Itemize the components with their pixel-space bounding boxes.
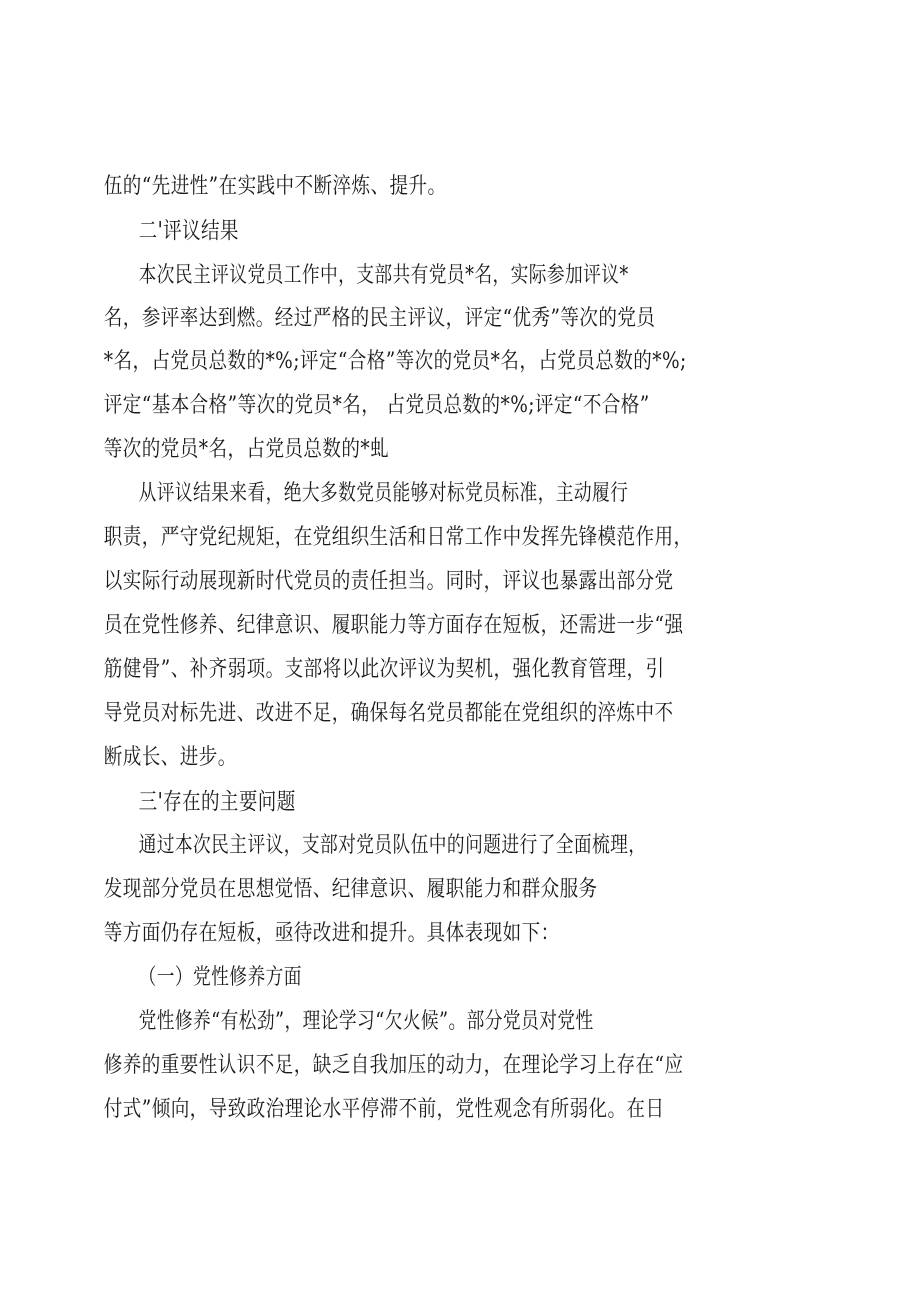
section-heading-main-problems: 三'存在的主要问题	[138, 789, 296, 815]
subsection-heading-party-spirit: （一）党性修养方面	[138, 965, 302, 990]
paragraph-line: 本次民主评议党员工作中，支部共有党员*名，实际参加评议*	[138, 263, 629, 288]
paragraph-line: 伍的“先进性”在实践中不断淬炼、提升。	[103, 174, 447, 199]
paragraph-line: 以实际行动展现新时代党员的责任担当。同时，评议也暴露出部分党	[103, 569, 674, 594]
paragraph-line: 党性修养“有松劲”，理论学习“欠火候”。部分党员对党性	[138, 1009, 594, 1034]
paragraph-line: 职责，严守党纪规矩，在党组织生活和日常工作中发挥先锋模范作用，	[103, 525, 693, 550]
paragraph-line: 名，参评率达到燃。经过严格的民主评议，评定“优秀”等次的党员	[103, 306, 656, 331]
paragraph-line: 员在党性修养、纪律意识、履职能力等方面存在短板，还需进一步“强	[103, 613, 684, 638]
section-heading-evaluation-results: 二'评议结果	[138, 218, 239, 244]
paragraph-line: 导党员对标先进、改进不足，确保每名党员都能在党组织的淬炼中不	[103, 701, 674, 726]
paragraph-line: 评定“基本合格”等次的党员*名， 占党员总数的*%;评定“不合格”	[103, 393, 650, 418]
paragraph-line: 从评议结果来看，绝大多数党员能够对标党员标准，主动履行	[138, 481, 629, 506]
paragraph-line: 筋健骨”、补齐弱项。支部将以此次评议为契机，强化教育管理，引	[103, 657, 665, 682]
paragraph-line: 付式”倾向，导致政治理论水平停滞不前，党性观念有所弱化。在日	[103, 1097, 665, 1122]
paragraph-line: *名，占党员总数的*%;评定“合格”等次的党员*名，占党员总数的*%;	[103, 349, 687, 374]
paragraph-line: 通过本次民主评议，支部对党员队伍中的问题进行了全面梳理，	[138, 833, 647, 858]
paragraph-line: 等方面仍存在短板，亟待改进和提升。具体表现如下：	[103, 921, 560, 946]
paragraph-line: 修养的重要性认识不足，缺乏自我加压的动力，在理论学习上存在“应	[103, 1053, 684, 1078]
paragraph-line: 断成长、进步。	[103, 745, 237, 770]
paragraph-line: 等次的党员*名，占党员总数的*虬	[103, 437, 390, 462]
paragraph-line: 发现部分党员在思想觉悟、纪律意识、履职能力和群众服务	[103, 877, 598, 902]
